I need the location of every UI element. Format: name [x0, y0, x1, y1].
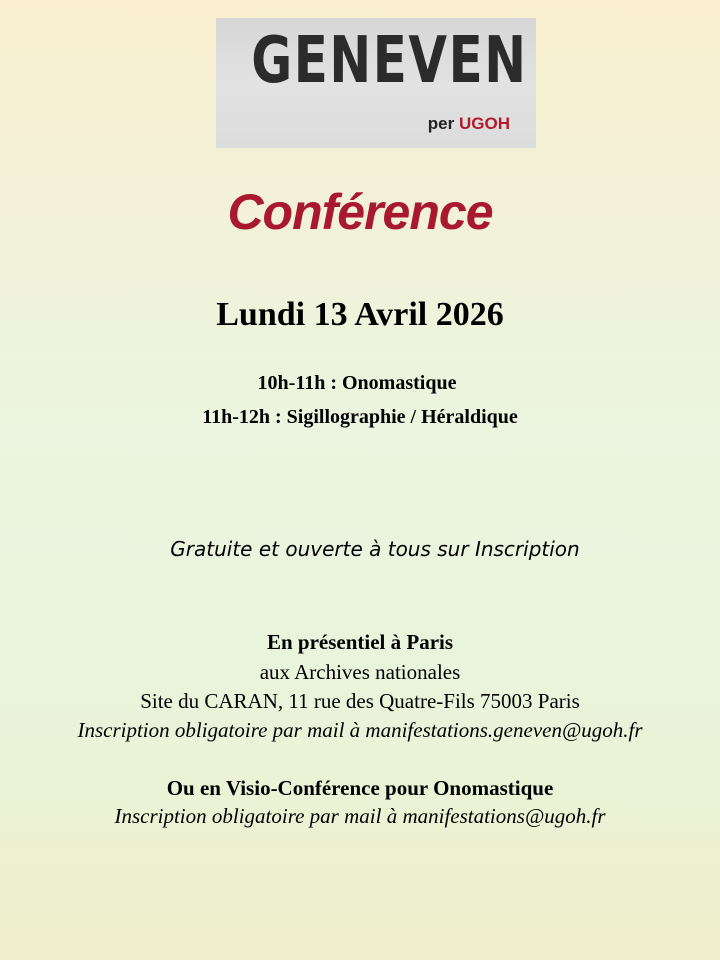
admission-note: Gratuite et ouverte à tous sur Inscription [170, 537, 580, 561]
geneven-logo [216, 18, 536, 148]
address-text: Site du CARAN, 11 rue des Quatre-Fils 75003 Paris [140, 689, 580, 713]
online-heading: Ou en Visio-Conférence pour Onomastique [166, 776, 554, 800]
logo-brand: UGOH [459, 114, 510, 133]
logo-by-prefix: per [427, 114, 455, 133]
schedule-item: 11h-12h : Sigillographie / Héraldique [202, 406, 518, 428]
in-person-registration: Inscription obligatoire par mail à manifestations.geneven@ugoh.fr [77, 718, 643, 742]
logo-wordmark: GENEVEN [251, 24, 528, 98]
logo-byline [428, 114, 510, 134]
page-title: Conférence [227, 184, 493, 240]
online-registration: Inscription obligatoire par mail à manifestations@ugoh.fr [114, 804, 606, 828]
in-person-heading: En présentiel à Paris [266, 630, 454, 654]
event-date: Lundi 13 Avril 2026 [216, 296, 504, 333]
venue-text: aux Archives nationales [259, 660, 461, 684]
schedule-item: 10h-11h : Onomastique [257, 372, 457, 394]
